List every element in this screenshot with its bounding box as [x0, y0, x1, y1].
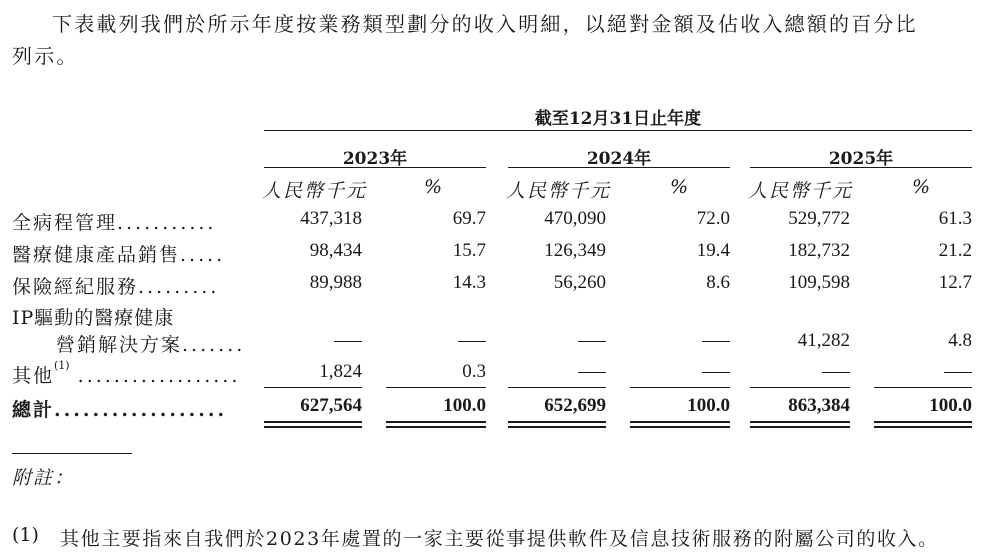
row-label-total: 總計..................: [12, 399, 228, 421]
cell-total-2025-pct: 100.0: [929, 395, 972, 416]
note-1-mark: (1): [12, 524, 39, 546]
unit-label-2023: 人民幣千元: [262, 180, 368, 202]
cell-r1-2025-amount: 182,732: [788, 240, 850, 261]
dash-mark: [578, 341, 606, 342]
intro-line-1: 下表載列我們於所示年度按業務類型劃分的收入明細，以絕對金額及佔收入總額的百分比: [52, 12, 918, 36]
year-rule-2025: [750, 167, 972, 168]
dash-mark: [334, 341, 362, 342]
total-double-rule: [630, 421, 730, 423]
cell-r2-2024-pct: 8.6: [706, 272, 730, 293]
cell-r0-2024-amount: 470,090: [544, 208, 606, 229]
cell-r4-2024-amount: [506, 361, 606, 383]
cell-r2-2025-amount: 109,598: [788, 272, 850, 293]
cell-r3-2024-pct: [630, 330, 730, 352]
dash-mark: [702, 341, 730, 342]
cell-r2-2023-amount: 89,988: [309, 272, 362, 293]
total-double-rule: [264, 421, 362, 423]
pct-label-2024: %: [669, 176, 688, 198]
year-header-2025: 2025年: [828, 149, 894, 169]
cell-r0-2023-pct: 69.7: [452, 208, 486, 229]
cell-r4-2023-amount: 1,824: [319, 361, 362, 382]
pct-label-2025: %: [911, 176, 930, 198]
total-double-rule: [874, 421, 972, 423]
cell-r4-2023-pct: 0.3: [462, 361, 486, 382]
cell-r2-2023-pct: 14.3: [452, 272, 486, 293]
subtotal-rule: [508, 387, 606, 388]
intro-paragraph: [12, 8, 987, 72]
total-double-rule: [750, 421, 850, 423]
row-label-health-product-sales: 醫療健康產品銷售.....: [12, 244, 226, 266]
notes-separator: [12, 453, 132, 454]
dash-mark: [944, 372, 972, 373]
total-double-rule: [386, 421, 486, 423]
total-double-rule: [750, 426, 850, 428]
subtotal-rule: [874, 387, 972, 388]
year-rule-2024: [508, 167, 730, 168]
dash-mark: [578, 372, 606, 373]
total-double-rule: [386, 426, 486, 428]
row-label-others: 其他$^{(1)}$ ..................: [12, 359, 241, 387]
total-double-rule: [630, 426, 730, 428]
cell-r3-2024-amount: [506, 330, 606, 352]
note-1-text: 其他主要指來自我們於2023年處置的一家主要從事提供軟件及信息技術服務的附屬公司的收入。: [60, 528, 939, 550]
subtotal-rule: [750, 387, 850, 388]
year-header-2024: 2024年: [586, 149, 652, 169]
dash-mark: [702, 372, 730, 373]
dash-mark: [822, 372, 850, 373]
cell-total-2024-amount: 652,699: [544, 395, 606, 416]
total-double-rule: [508, 426, 606, 428]
cell-r4-2025-pct: [872, 361, 972, 383]
row-label-ip-marketing-line2: 營銷解決方案.......: [56, 334, 246, 356]
subtotal-rule: [264, 387, 362, 388]
intro-line-2: 列示。: [12, 44, 79, 68]
cell-r3-2023-pct: [386, 330, 486, 352]
year-header-2023: 2023年: [342, 149, 408, 169]
period-header: 截至12月31日止年度: [534, 109, 702, 129]
row-label-insurance-brokerage: 保險經紀服務.........: [12, 276, 220, 298]
pct-label-2023: %: [423, 176, 442, 198]
cell-r0-2025-amount: 529,772: [788, 208, 850, 229]
row-label-full-cycle-management: 全病程管理...........: [12, 212, 217, 234]
cell-r0-2025-pct: 61.3: [938, 208, 972, 229]
cell-r3-2025-pct: 4.8: [948, 330, 972, 351]
cell-r1-2025-pct: 21.2: [938, 240, 972, 261]
cell-r4-2024-pct: [630, 361, 730, 383]
dash-mark: [458, 341, 486, 342]
cell-total-2024-pct: 100.0: [687, 395, 730, 416]
row-label-ip-marketing-line1: IP驅動的醫療健康: [12, 307, 175, 329]
total-double-rule: [508, 421, 606, 423]
cell-r2-2024-amount: 56,260: [553, 272, 606, 293]
header-top-rule: [264, 130, 972, 131]
cell-r0-2023-amount: 437,318: [300, 208, 362, 229]
cell-r3-2023-amount: [262, 330, 362, 352]
unit-label-2024: 人民幣千元: [506, 180, 612, 202]
subtotal-rule: [386, 387, 486, 388]
cell-total-2025-amount: 863,384: [788, 395, 850, 416]
footnote-ref: (1): [54, 359, 70, 372]
cell-total-2023-pct: 100.0: [443, 395, 486, 416]
notes-title: 附註：: [12, 467, 76, 489]
cell-r3-2025-amount: 41,282: [797, 330, 850, 351]
total-double-rule: [264, 426, 362, 428]
cell-r1-2024-amount: 126,349: [544, 240, 606, 261]
cell-r1-2023-amount: 98,434: [309, 240, 362, 261]
cell-r0-2024-pct: 72.0: [696, 208, 730, 229]
total-double-rule: [874, 426, 972, 428]
cell-r1-2024-pct: 19.4: [696, 240, 730, 261]
cell-total-2023-amount: 627,564: [300, 395, 362, 416]
cell-r2-2025-pct: 12.7: [938, 272, 972, 293]
unit-label-2025: 人民幣千元: [748, 180, 854, 202]
subtotal-rule: [630, 387, 730, 388]
cell-r1-2023-pct: 15.7: [452, 240, 486, 261]
year-rule-2023: [264, 167, 486, 168]
cell-r4-2025-amount: [750, 361, 850, 383]
